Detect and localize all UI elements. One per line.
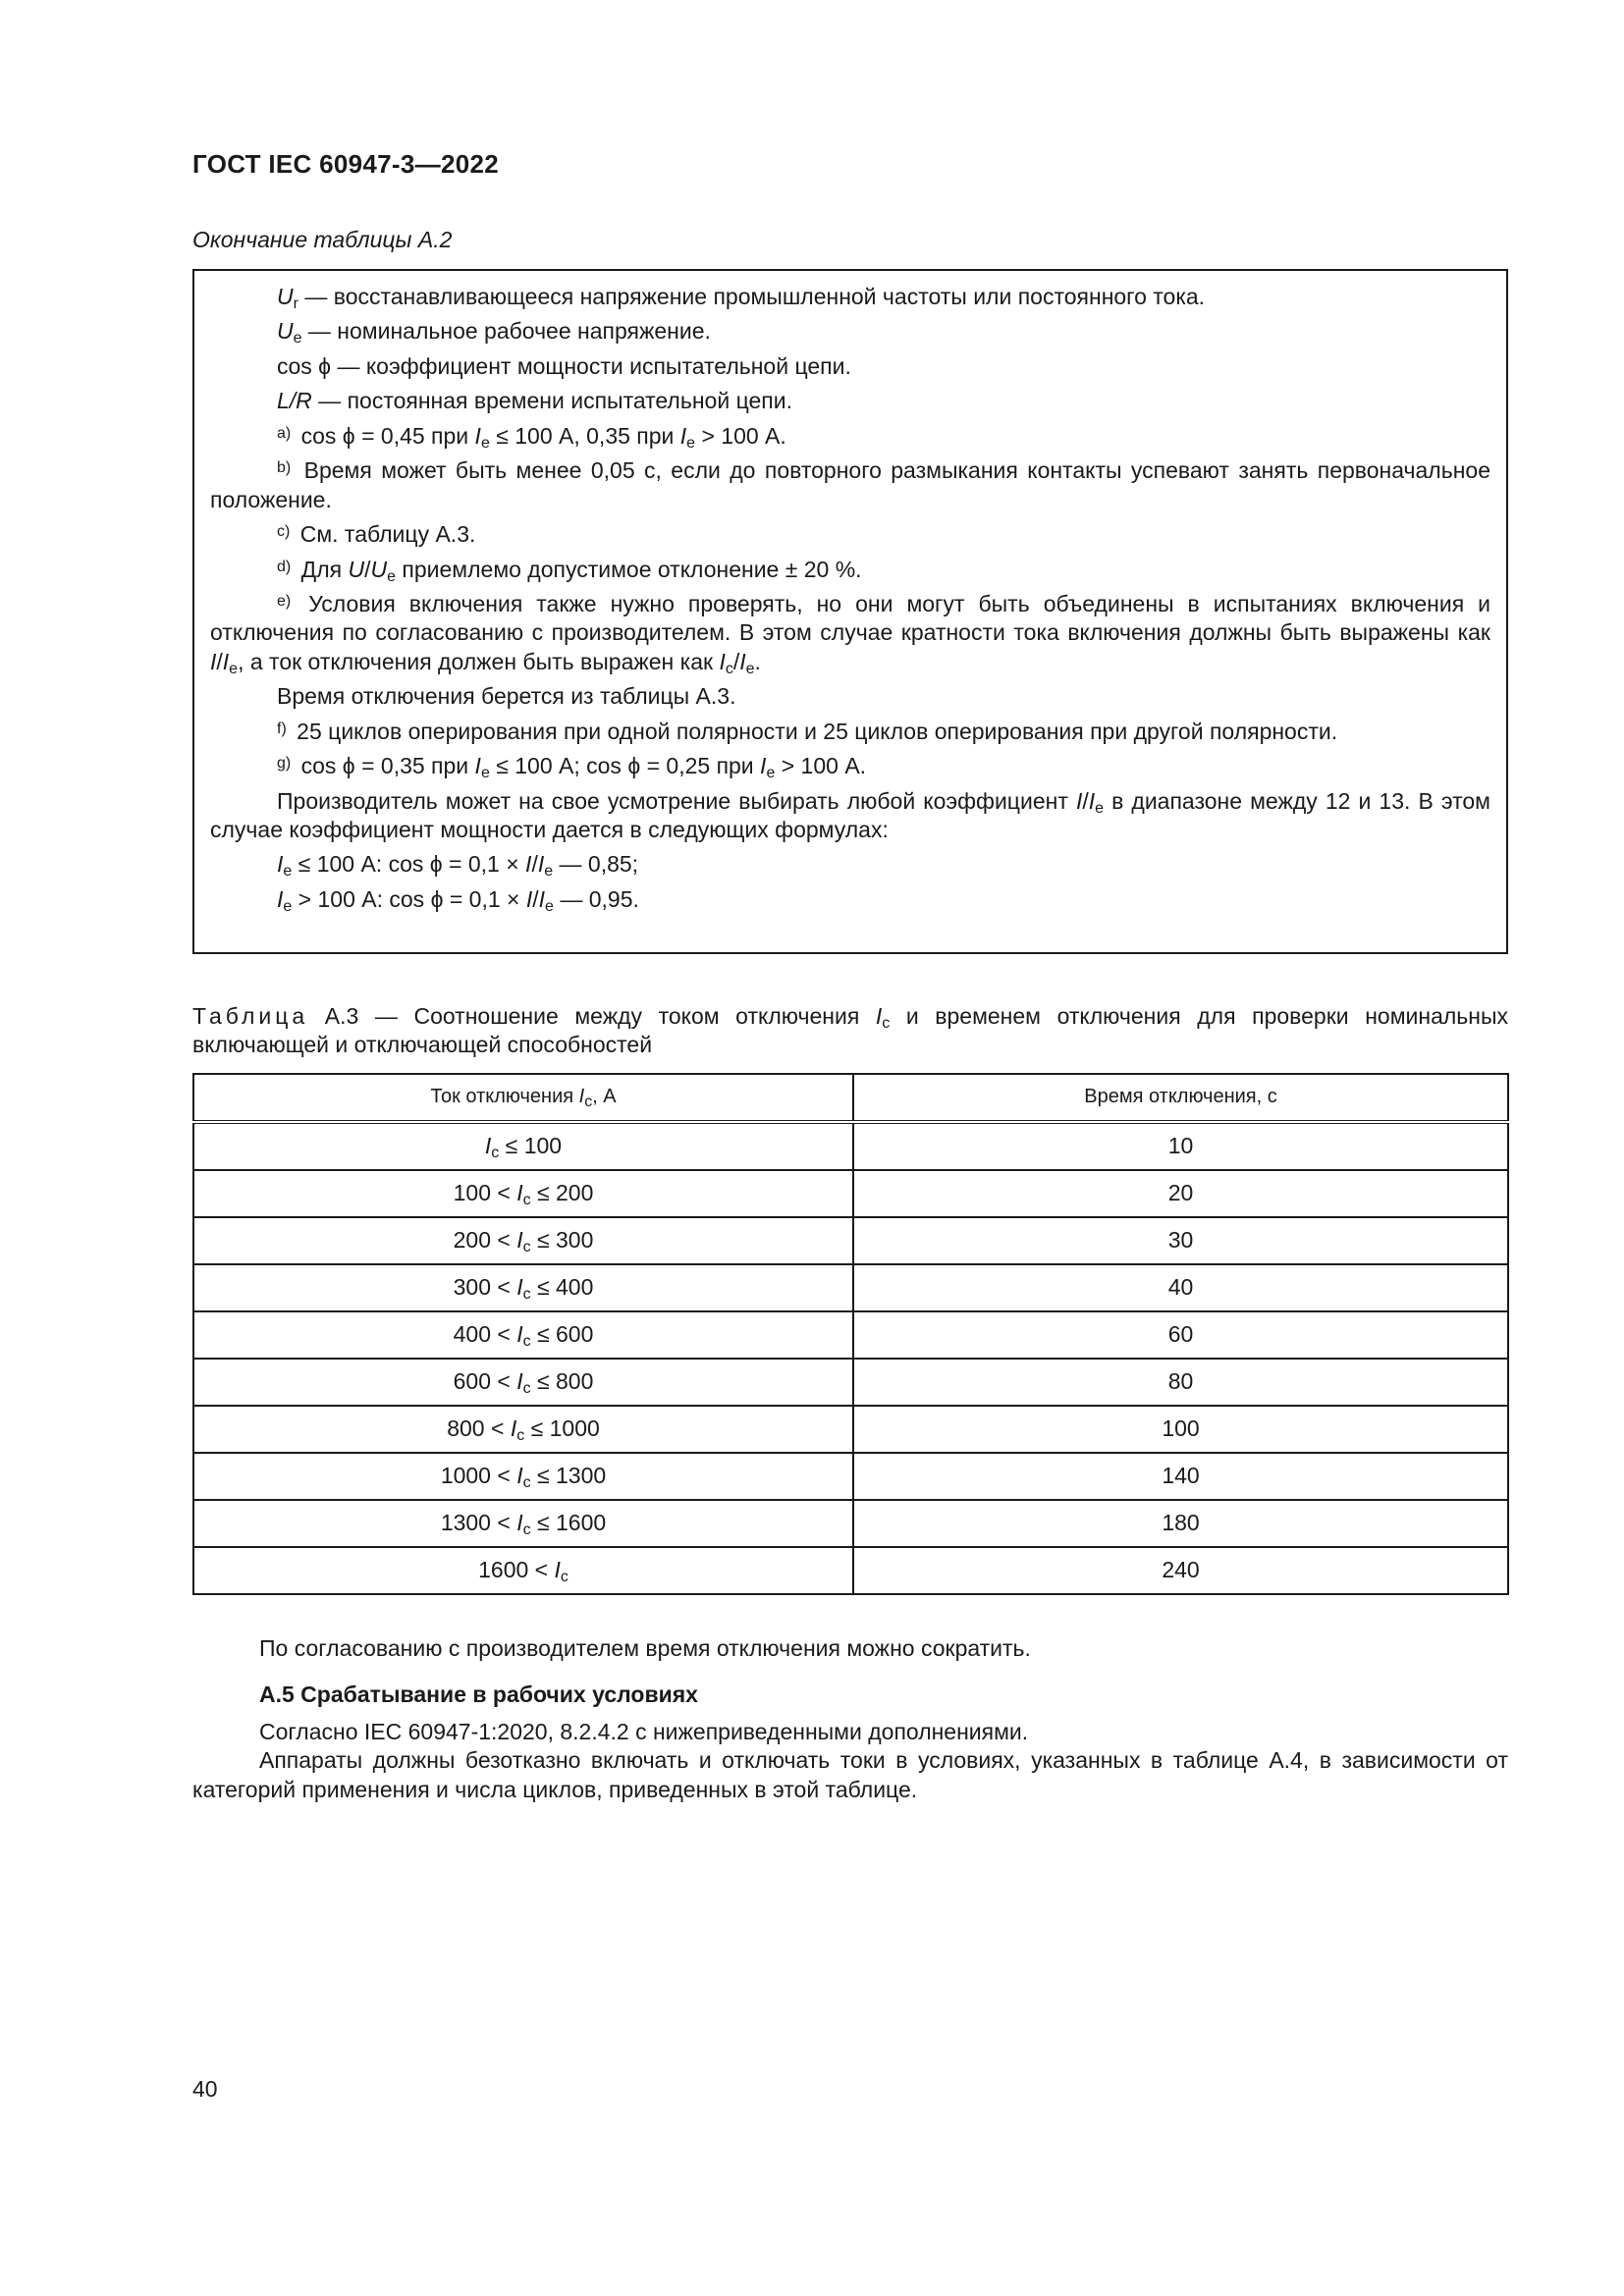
cell-current-range: $1600 < I_c$	[193, 1547, 853, 1594]
table-row	[193, 1547, 1508, 1594]
section-a5	[192, 1681, 1508, 1709]
table-row	[193, 1122, 1508, 1170]
section-heading: А.5 Срабатывание в рабочих условиях	[259, 1682, 698, 1707]
table-row	[193, 1311, 1508, 1359]
note-time: Время отключения берется из таблицы А.3.	[277, 683, 736, 710]
cell-current-range: $1300 < I_c \le 1600$	[193, 1500, 853, 1547]
header-breaking-time: Время отключения, с	[853, 1074, 1508, 1122]
page-number: 40	[192, 2076, 218, 2102]
table-row	[193, 1359, 1508, 1406]
cell-breaking-time: 30	[853, 1217, 1508, 1264]
table-row	[193, 1170, 1508, 1217]
header-breaking-current: Ток отключения $I_c$, А	[193, 1074, 853, 1122]
table-header-row	[193, 1074, 1508, 1122]
footnote-e: $^{e)}$ Условия включения также нужно проверять, но они могут быть объединены в испытаниях включения и отключения по согласованию с производителем. В этом случае кратности тока включения должны быть выражены как $I/I_e$, а ток отключения должен быть выражен как $I_c/I_e$.	[210, 590, 1490, 677]
table-row	[193, 1264, 1508, 1311]
cell-breaking-time: 10	[853, 1122, 1508, 1170]
according-text: Согласно IEC 60947-1:2020, 8.2.4.2 с нижеприведенными дополнениями.	[259, 1719, 1029, 1744]
table-a3	[192, 1073, 1509, 1595]
cell-breaking-time: 60	[853, 1311, 1508, 1359]
reduce-text: По согласованию с производителем время отключения можно сократить.	[259, 1635, 1031, 1661]
table-continuation-caption: Окончание таблицы А.2	[192, 227, 453, 252]
cell-current-range: $300 < I_c \le 400$	[193, 1264, 853, 1311]
note-cos: cos ϕ — коэффициент мощности испытательной цепи.	[277, 352, 851, 379]
footnote-c: $^{c)}$ См. таблицу А.3.	[277, 521, 476, 548]
cell-current-range: $100 < I_c \le 200$	[193, 1170, 853, 1217]
table-row	[193, 1453, 1508, 1500]
table-row	[193, 1406, 1508, 1453]
table-row	[193, 1217, 1508, 1264]
cell-breaking-time: 240	[853, 1547, 1508, 1594]
document-header: ГОСТ IEC 60947-3—2022	[192, 149, 499, 179]
cell-current-range: $400 < I_c \le 600$	[193, 1311, 853, 1359]
note-ur: $U_r$ — восстанавливающееся напряжение промышленной частоты или постоянного тока.	[277, 284, 1206, 312]
devices-text: Аппараты должны безотказно включать и отключать токи в условиях, указанных в таблице А.4, в зависимости от категорий применения и числа циклов, приведенных в этой таблице.	[192, 1747, 1508, 1802]
table-row	[193, 1500, 1508, 1547]
cell-breaking-time: 140	[853, 1453, 1508, 1500]
reduce-paragraph	[192, 1634, 1508, 1663]
footnote-a: $^{a)}$ cos ϕ = 0,45 при $I_e \le 100$ А, 0,35 при $I_e > 100$ А.	[277, 422, 786, 452]
formula-low: $I_e \le 100$ А: $\cos \phi = 0,1 \times I/I_e$ — 0,85;	[277, 851, 639, 881]
footnote-d: $^{d)}$ Для $U/U_e$ приемлемо допустимое отклонение ± 20 %.	[277, 556, 862, 585]
table-a2-notes	[192, 269, 1508, 954]
note-lr: L/R — постоянная времени испытательной цепи.	[277, 388, 792, 414]
cell-current-range: $1000 < I_c \le 1300$	[193, 1453, 853, 1500]
cell-current-range: $600 < I_c \le 800$	[193, 1359, 853, 1406]
cell-breaking-time: 80	[853, 1359, 1508, 1406]
formula-high: $I_e > 100$ А: $\cos \phi = 0,1 \times I/I_e$ — 0,95.	[277, 885, 639, 915]
footnote-g: $^{g)}$ cos ϕ = 0,35 при $I_e \le 100$ А; cos ϕ = 0,25 при $I_e > 100$ А.	[277, 753, 867, 782]
cell-current-range: $800 < I_c \le 1000$	[193, 1406, 853, 1453]
cell-current-range: $I_c \le 100$	[193, 1122, 853, 1170]
table-a3-title: Таблица А.3 — Соотношение между током отключения $I_c$ и временем отключения для проверки номинальных включающей и отключающей способностей	[192, 1003, 1508, 1058]
note-ue: $U_e$ — номинальное рабочее напряжение.	[277, 318, 711, 347]
cell-breaking-time: 180	[853, 1500, 1508, 1547]
note-manufacturer: Производитель может на свое усмотрение выбирать любой коэффициент $I/I_e$ в диапазоне между 12 и 13. В этом случае коэффициент мощности дается в следующих формулах:	[210, 787, 1490, 842]
cell-breaking-time: 20	[853, 1170, 1508, 1217]
footnote-b: $^{b)}$ Время может быть менее 0,05 с, если до повторного размыкания контакты успевают занять первоначальное положение.	[210, 457, 1490, 512]
section-a5-body	[192, 1718, 1508, 1804]
cell-breaking-time: 40	[853, 1264, 1508, 1311]
footnote-f: $^{f)}$ 25 циклов оперирования при одной полярности и 25 циклов оперирования при другой полярности.	[277, 718, 1338, 744]
cell-current-range: $200 < I_c \le 300$	[193, 1217, 853, 1264]
cell-breaking-time: 100	[853, 1406, 1508, 1453]
